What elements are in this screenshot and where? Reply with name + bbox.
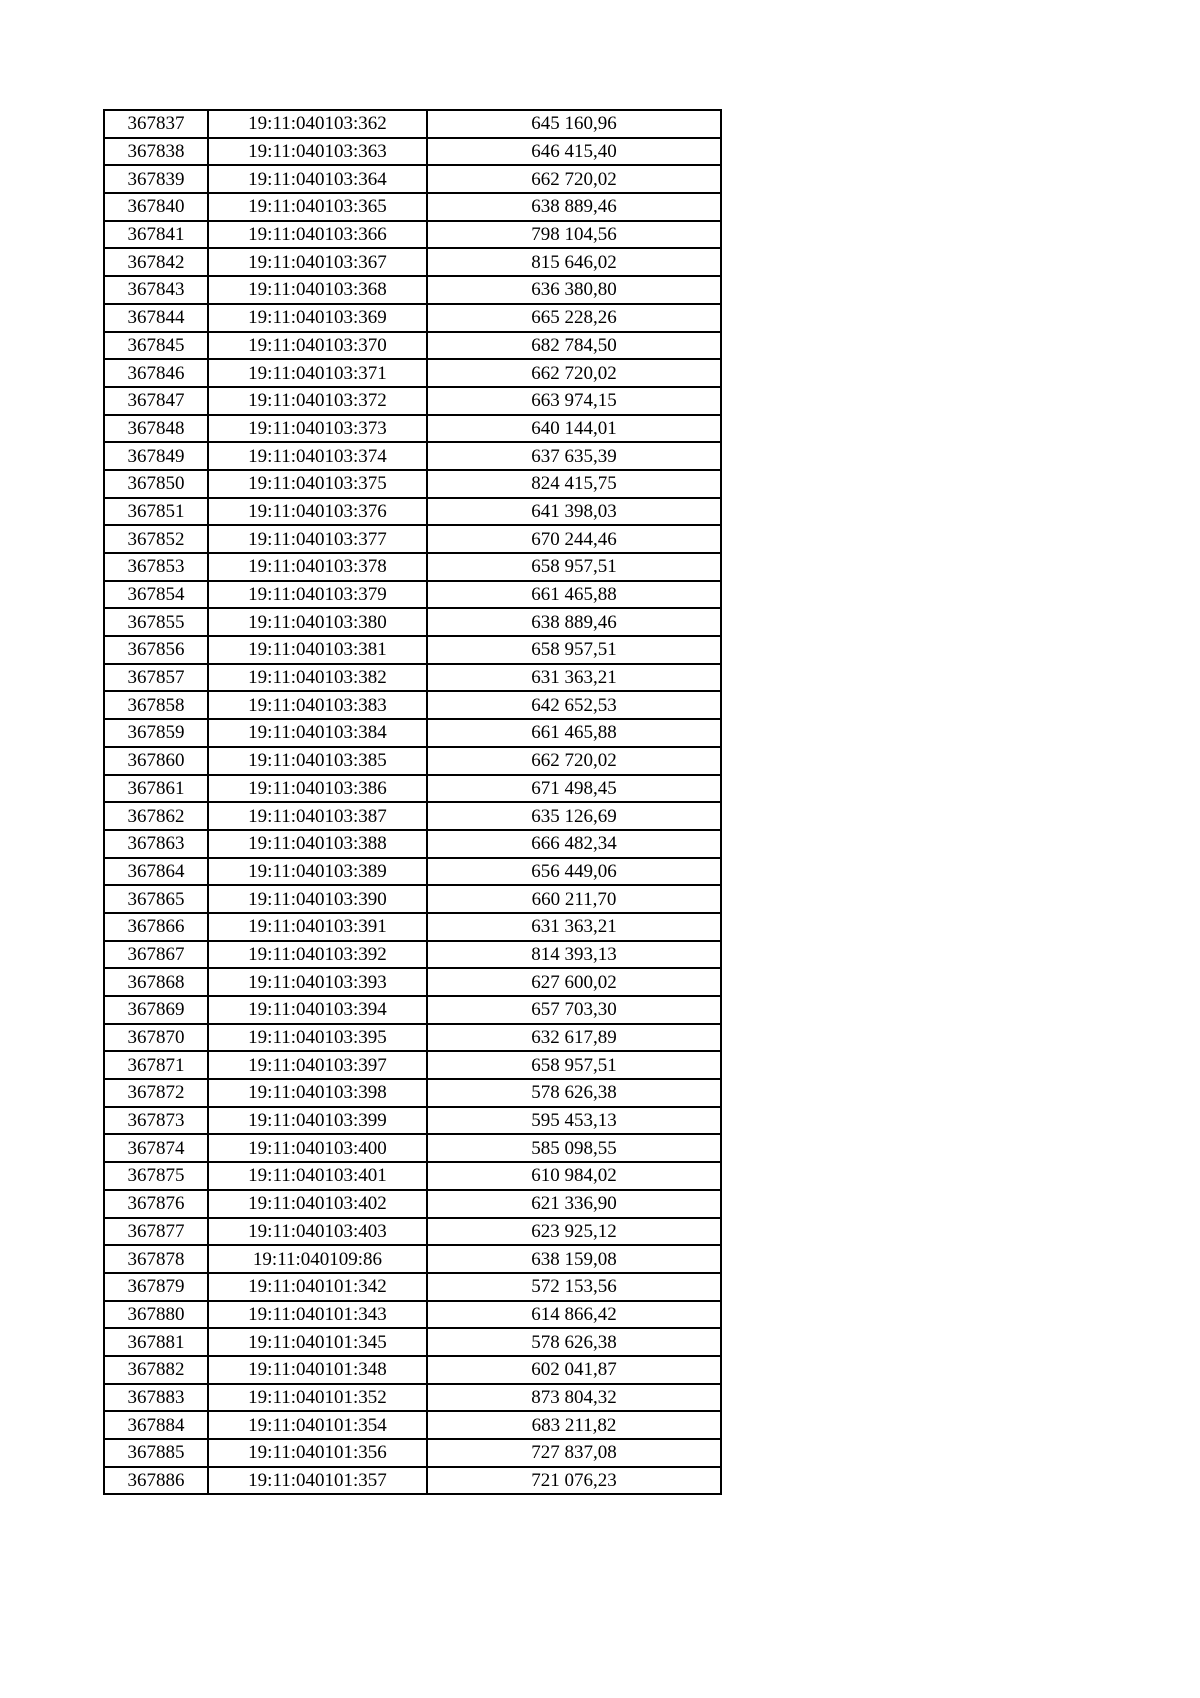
row-number-cell: 367852 [104,525,208,553]
row-number-cell: 367879 [104,1273,208,1301]
value-cell: 671 498,45 [427,775,721,803]
table-row [104,913,721,941]
row-number-cell: 367864 [104,858,208,886]
cadastral-number-cell: 19:11:040101:343 [208,1301,427,1329]
table-row [104,608,721,636]
value-cell: 637 635,39 [427,442,721,470]
table-row [104,110,721,138]
table-row [104,1356,721,1384]
value-cell: 873 804,32 [427,1384,721,1412]
cadastral-number-cell: 19:11:040103:400 [208,1134,427,1162]
row-number-cell: 367862 [104,802,208,830]
table-row [104,1162,721,1190]
value-cell: 638 889,46 [427,193,721,221]
value-cell: 662 720,02 [427,359,721,387]
cadastral-number-cell: 19:11:040101:345 [208,1328,427,1356]
row-number-cell: 367858 [104,691,208,719]
row-number-cell: 367886 [104,1467,208,1495]
cadastral-number-cell: 19:11:040103:378 [208,553,427,581]
cadastral-number-cell: 19:11:040103:403 [208,1218,427,1246]
value-cell: 670 244,46 [427,525,721,553]
table-row [104,1024,721,1052]
value-cell: 666 482,34 [427,830,721,858]
table-row [104,304,721,332]
table-row [104,941,721,969]
value-cell: 665 228,26 [427,304,721,332]
table-row [104,332,721,360]
row-number-cell: 367880 [104,1301,208,1329]
table-row [104,747,721,775]
cadastral-number-cell: 19:11:040101:357 [208,1467,427,1495]
table-row [104,1384,721,1412]
table-row [104,498,721,526]
row-number-cell: 367854 [104,581,208,609]
row-number-cell: 367867 [104,941,208,969]
cadastral-number-cell: 19:11:040103:386 [208,775,427,803]
table-row [104,359,721,387]
row-number-cell: 367870 [104,1024,208,1052]
table-row [104,664,721,692]
cadastral-number-cell: 19:11:040103:391 [208,913,427,941]
cadastral-number-cell: 19:11:040103:376 [208,498,427,526]
row-number-cell: 367838 [104,138,208,166]
cadastral-number-cell: 19:11:040103:372 [208,387,427,415]
cadastral-number-cell: 19:11:040103:364 [208,165,427,193]
row-number-cell: 367874 [104,1134,208,1162]
row-number-cell: 367847 [104,387,208,415]
cadastral-number-cell: 19:11:040103:377 [208,525,427,553]
table-row [104,525,721,553]
value-cell: 661 465,88 [427,719,721,747]
value-cell: 632 617,89 [427,1024,721,1052]
cadastral-number-cell: 19:11:040101:356 [208,1439,427,1467]
row-number-cell: 367850 [104,470,208,498]
row-number-cell: 367873 [104,1107,208,1135]
value-cell: 572 153,56 [427,1273,721,1301]
table-row [104,1273,721,1301]
cadastral-number-cell: 19:11:040103:388 [208,830,427,858]
cadastral-number-cell: 19:11:040103:392 [208,941,427,969]
cadastral-number-cell: 19:11:040101:352 [208,1384,427,1412]
cadastral-number-cell: 19:11:040103:380 [208,608,427,636]
table-row [104,1301,721,1329]
row-number-cell: 367869 [104,996,208,1024]
table-row [104,996,721,1024]
row-number-cell: 367843 [104,276,208,304]
value-cell: 578 626,38 [427,1079,721,1107]
value-cell: 660 211,70 [427,885,721,913]
cadastral-number-cell: 19:11:040103:367 [208,248,427,276]
value-cell: 627 600,02 [427,968,721,996]
value-cell: 662 720,02 [427,747,721,775]
table-row [104,1107,721,1135]
row-number-cell: 367856 [104,636,208,664]
cadastral-number-cell: 19:11:040101:342 [208,1273,427,1301]
value-cell: 656 449,06 [427,858,721,886]
table-row [104,581,721,609]
value-cell: 727 837,08 [427,1439,721,1467]
value-cell: 661 465,88 [427,581,721,609]
row-number-cell: 367881 [104,1328,208,1356]
table-row [104,636,721,664]
table-row [104,470,721,498]
table-row [104,276,721,304]
cadastral-number-cell: 19:11:040103:387 [208,802,427,830]
value-cell: 636 380,80 [427,276,721,304]
table-row [104,1218,721,1246]
value-cell: 641 398,03 [427,498,721,526]
table-row [104,1439,721,1467]
cadastral-number-cell: 19:11:040103:397 [208,1051,427,1079]
table-row [104,138,721,166]
cadastral-number-cell: 19:11:040103:394 [208,996,427,1024]
row-number-cell: 367861 [104,775,208,803]
value-cell: 798 104,56 [427,221,721,249]
cadastral-number-cell: 19:11:040103:375 [208,470,427,498]
cadastral-number-cell: 19:11:040103:374 [208,442,427,470]
table-row [104,802,721,830]
value-cell: 602 041,87 [427,1356,721,1384]
table-row [104,968,721,996]
cadastral-number-cell: 19:11:040109:86 [208,1245,427,1273]
value-cell: 721 076,23 [427,1467,721,1495]
table-row [104,1134,721,1162]
table-row [104,1245,721,1273]
row-number-cell: 367885 [104,1439,208,1467]
table-row [104,248,721,276]
value-cell: 623 925,12 [427,1218,721,1246]
row-number-cell: 367839 [104,165,208,193]
data-table [103,109,722,1495]
cadastral-number-cell: 19:11:040103:383 [208,691,427,719]
value-cell: 610 984,02 [427,1162,721,1190]
cadastral-number-cell: 19:11:040103:389 [208,858,427,886]
cadastral-number-cell: 19:11:040103:379 [208,581,427,609]
cadastral-number-cell: 19:11:040103:371 [208,359,427,387]
row-number-cell: 367851 [104,498,208,526]
table-row [104,442,721,470]
row-number-cell: 367884 [104,1411,208,1439]
value-cell: 595 453,13 [427,1107,721,1135]
table-row [104,415,721,443]
cadastral-number-cell: 19:11:040103:362 [208,110,427,138]
row-number-cell: 367846 [104,359,208,387]
row-number-cell: 367849 [104,442,208,470]
cadastral-number-cell: 19:11:040103:370 [208,332,427,360]
table-row [104,1328,721,1356]
value-cell: 621 336,90 [427,1190,721,1218]
row-number-cell: 367865 [104,885,208,913]
row-number-cell: 367857 [104,664,208,692]
row-number-cell: 367841 [104,221,208,249]
row-number-cell: 367877 [104,1218,208,1246]
row-number-cell: 367871 [104,1051,208,1079]
value-cell: 635 126,69 [427,802,721,830]
cadastral-number-cell: 19:11:040103:385 [208,747,427,775]
table-row [104,1467,721,1495]
row-number-cell: 367878 [104,1245,208,1273]
row-number-cell: 367883 [104,1384,208,1412]
value-cell: 631 363,21 [427,913,721,941]
table-row [104,221,721,249]
cadastral-number-cell: 19:11:040103:390 [208,885,427,913]
table-row [104,830,721,858]
table-row [104,165,721,193]
value-cell: 814 393,13 [427,941,721,969]
cadastral-number-cell: 19:11:040103:373 [208,415,427,443]
cadastral-number-cell: 19:11:040103:369 [208,304,427,332]
row-number-cell: 367855 [104,608,208,636]
row-number-cell: 367866 [104,913,208,941]
value-cell: 824 415,75 [427,470,721,498]
table-body [104,110,721,1494]
row-number-cell: 367859 [104,719,208,747]
value-cell: 585 098,55 [427,1134,721,1162]
cadastral-number-cell: 19:11:040103:365 [208,193,427,221]
row-number-cell: 367868 [104,968,208,996]
table-row [104,719,721,747]
cadastral-number-cell: 19:11:040103:402 [208,1190,427,1218]
row-number-cell: 367844 [104,304,208,332]
value-cell: 631 363,21 [427,664,721,692]
row-number-cell: 367872 [104,1079,208,1107]
cadastral-number-cell: 19:11:040103:395 [208,1024,427,1052]
table-row [104,885,721,913]
table-row [104,1079,721,1107]
cadastral-number-cell: 19:11:040103:363 [208,138,427,166]
value-cell: 657 703,30 [427,996,721,1024]
cadastral-number-cell: 19:11:040101:354 [208,1411,427,1439]
row-number-cell: 367842 [104,248,208,276]
row-number-cell: 367837 [104,110,208,138]
table-row [104,691,721,719]
value-cell: 578 626,38 [427,1328,721,1356]
cadastral-number-cell: 19:11:040103:381 [208,636,427,664]
table-row [104,1190,721,1218]
row-number-cell: 367876 [104,1190,208,1218]
value-cell: 682 784,50 [427,332,721,360]
cadastral-number-cell: 19:11:040101:348 [208,1356,427,1384]
value-cell: 658 957,51 [427,553,721,581]
table-row [104,1411,721,1439]
row-number-cell: 367860 [104,747,208,775]
value-cell: 815 646,02 [427,248,721,276]
row-number-cell: 367875 [104,1162,208,1190]
value-cell: 614 866,42 [427,1301,721,1329]
value-cell: 662 720,02 [427,165,721,193]
value-cell: 645 160,96 [427,110,721,138]
value-cell: 642 652,53 [427,691,721,719]
table-row [104,775,721,803]
row-number-cell: 367848 [104,415,208,443]
value-cell: 683 211,82 [427,1411,721,1439]
table-row [104,387,721,415]
table-row [104,193,721,221]
cadastral-number-cell: 19:11:040103:382 [208,664,427,692]
value-cell: 646 415,40 [427,138,721,166]
value-cell: 640 144,01 [427,415,721,443]
cadastral-number-cell: 19:11:040103:366 [208,221,427,249]
row-number-cell: 367845 [104,332,208,360]
cadastral-number-cell: 19:11:040103:399 [208,1107,427,1135]
table-row [104,553,721,581]
row-number-cell: 367840 [104,193,208,221]
row-number-cell: 367882 [104,1356,208,1384]
value-cell: 638 889,46 [427,608,721,636]
value-cell: 663 974,15 [427,387,721,415]
value-cell: 658 957,51 [427,1051,721,1079]
row-number-cell: 367863 [104,830,208,858]
cadastral-number-cell: 19:11:040103:368 [208,276,427,304]
cadastral-number-cell: 19:11:040103:384 [208,719,427,747]
value-cell: 658 957,51 [427,636,721,664]
cadastral-number-cell: 19:11:040103:401 [208,1162,427,1190]
row-number-cell: 367853 [104,553,208,581]
cadastral-number-cell: 19:11:040103:398 [208,1079,427,1107]
table-row [104,1051,721,1079]
table-row [104,858,721,886]
cadastral-number-cell: 19:11:040103:393 [208,968,427,996]
value-cell: 638 159,08 [427,1245,721,1273]
